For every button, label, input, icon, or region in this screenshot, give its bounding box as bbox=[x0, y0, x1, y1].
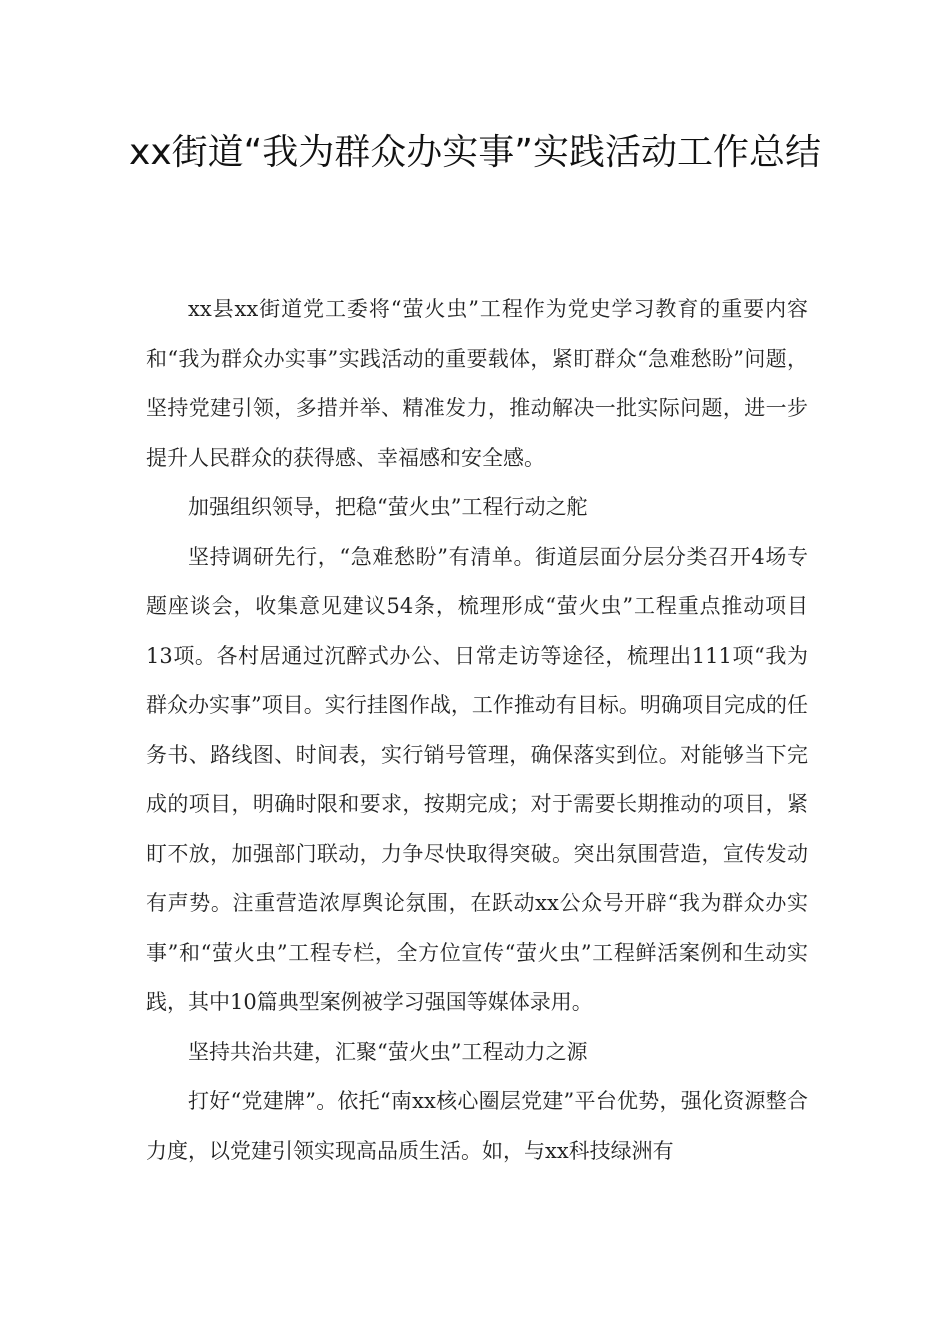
section-heading-leadership: 加强组织领导，把稳“萤火虫”工程行动之舵 bbox=[188, 495, 588, 519]
document-body bbox=[146, 285, 808, 1176]
document-title: xx街道“我为群众办实事”实践活动工作总结 bbox=[129, 132, 821, 173]
paragraph-party-building: 打好“党建牌”。依托“南xx核心圈层党建”平台优势，强化资源整合力度，以党建引领实现高品质生活。如，与xx科技绿洲有 bbox=[146, 1089, 808, 1163]
section-heading-co-governance: 坚持共治共建，汇聚“萤火虫”工程动力之源 bbox=[188, 1039, 588, 1064]
paragraph-research: 坚持调研先行，“急难愁盼”有清单。街道层面分层分类召开4场专题座谈会，收集意见建议54条，梳理形成“萤火虫”工程重点推动项目13项。各村居通过沉醉式办公、日常走访等途径，梳理出111项“我为群众办实事”项目。实行挂图作战，工作推动有目标。明确项目完成的任务书、路线图、时间表，实行销号管理，确保落实到位。对能够当下完成的项目，明确时限和要求，按期完成；对于需要长期推动的项目，紧盯不放，加强部门联动，力争尽快取得突破。突出氛围营造，宣传发动有声势。注重营造浓厚舆论氛围，在跃动xx公众号开辟“我为群众办实事”和“萤火虫”工程专栏，全方位宣传“萤火虫”工程鲜活案例和生动实践，其中10篇典型案例被学习强国等媒体录用。 bbox=[146, 544, 808, 1014]
paragraph-intro: xx县xx街道党工委将“萤火虫”工程作为党史学习教育的重要内容和“我为群众办实事”实践活动的重要载体，紧盯群众“急难愁盼”问题，坚持党建引领，多措并举、精准发力，推动解决一批实际问题，进一步提升人民群众的获得感、幸福感和安全感。 bbox=[146, 297, 808, 470]
